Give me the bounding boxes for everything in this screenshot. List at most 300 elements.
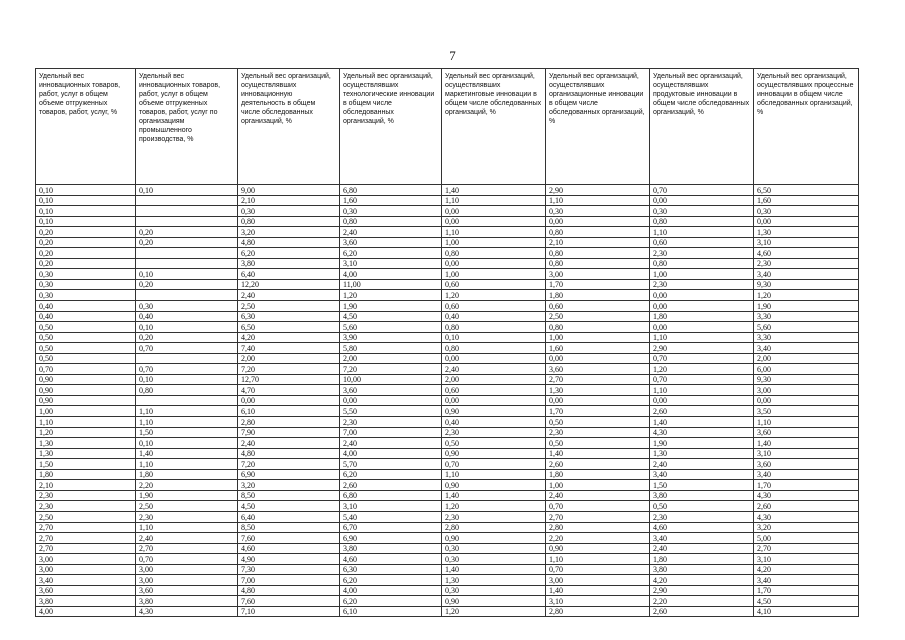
table-cell: 3,30: [754, 332, 859, 343]
table-cell: 4,60: [340, 554, 442, 565]
table-cell: [136, 290, 238, 301]
table-cell: 3,50: [754, 406, 859, 417]
table-cell: 3,80: [36, 596, 136, 607]
table-cell: 0,00: [650, 290, 754, 301]
header-marketing-innovations-share: Удельный вес организаций, осуществлявших маркетинговые инновации в общем числе обследованных организаций, %: [442, 69, 546, 185]
table-cell: 1,10: [650, 385, 754, 396]
table-cell: 1,90: [754, 301, 859, 312]
table-row: [36, 206, 859, 217]
table-cell: 1,80: [546, 469, 650, 480]
table-cell: 2,70: [546, 374, 650, 385]
table-cell: 9,00: [238, 185, 340, 196]
table-cell: 1,00: [546, 332, 650, 343]
table-cell: 1,20: [36, 427, 136, 438]
table-cell: 3,80: [136, 596, 238, 607]
table-row: [36, 427, 859, 438]
table-cell: 2,00: [442, 374, 546, 385]
table-cell: 0,90: [546, 543, 650, 554]
table-cell: 1,10: [36, 417, 136, 428]
table-cell: 0,70: [650, 374, 754, 385]
table-cell: 0,90: [442, 448, 546, 459]
table-cell: 2,90: [650, 585, 754, 596]
table-row: [36, 469, 859, 480]
table-cell: 0,00: [546, 353, 650, 364]
table-cell: 1,20: [340, 290, 442, 301]
table-cell: 0,80: [442, 248, 546, 259]
table-cell: 3,40: [650, 469, 754, 480]
table-cell: 2,60: [340, 480, 442, 491]
table-cell: 7,00: [238, 575, 340, 586]
table-cell: 3,40: [754, 343, 859, 354]
table-cell: 2,30: [650, 511, 754, 522]
table-cell: 6,20: [340, 248, 442, 259]
table-cell: 2,00: [754, 353, 859, 364]
table-cell: 2,70: [136, 543, 238, 554]
table-cell: 6,30: [340, 564, 442, 575]
table-cell: 0,60: [442, 385, 546, 396]
table-cell: 1,50: [136, 427, 238, 438]
table-row: [36, 195, 859, 206]
table-cell: 3,10: [340, 258, 442, 269]
table-row: [36, 406, 859, 417]
table-cell: 1,90: [136, 490, 238, 501]
table-row: [36, 248, 859, 259]
table-cell: 3,10: [754, 554, 859, 565]
table-cell: 0,30: [546, 206, 650, 217]
table-cell: 2,40: [442, 364, 546, 375]
table-cell: 0,90: [442, 406, 546, 417]
table-cell: [136, 195, 238, 206]
table-cell: 1,20: [442, 606, 546, 617]
table-cell: 1,10: [442, 195, 546, 206]
table-cell: 0,70: [546, 564, 650, 575]
table-cell: 0,70: [136, 554, 238, 565]
table-row: [36, 269, 859, 280]
table-cell: 1,80: [136, 469, 238, 480]
table-cell: 2,70: [546, 511, 650, 522]
header-innovative-goods-share: Удельный вес инновационных товаров, работ, услуг в общем объеме отгруженных товаров, работ, услуг, %: [36, 69, 136, 185]
table-cell: 2,80: [546, 522, 650, 533]
table-cell: 3,20: [754, 522, 859, 533]
table-row: [36, 438, 859, 449]
table-cell: 9,30: [754, 374, 859, 385]
table-cell: 6,70: [340, 522, 442, 533]
table-cell: 2,60: [754, 501, 859, 512]
table-row: [36, 374, 859, 385]
table-cell: 7,20: [238, 459, 340, 470]
table-cell: 8,50: [238, 490, 340, 501]
table-cell: 2,30: [650, 248, 754, 259]
table-cell: 0,70: [650, 353, 754, 364]
table-cell: 7,40: [238, 343, 340, 354]
table-row: [36, 322, 859, 333]
table-cell: 1,60: [546, 343, 650, 354]
table-cell: 1,00: [442, 269, 546, 280]
table-cell: 1,10: [546, 554, 650, 565]
table-cell: 5,00: [754, 533, 859, 544]
table-cell: 3,10: [340, 501, 442, 512]
table-cell: 3,20: [238, 227, 340, 238]
table-cell: 1,10: [136, 417, 238, 428]
table-cell: 1,60: [754, 195, 859, 206]
table-row: [36, 353, 859, 364]
table-cell: 1,20: [754, 290, 859, 301]
table-cell: 0,10: [36, 195, 136, 206]
table-cell: 1,10: [136, 459, 238, 470]
table-cell: 6,90: [238, 469, 340, 480]
table-cell: 1,40: [754, 438, 859, 449]
table-cell: 0,80: [650, 258, 754, 269]
table-cell: 2,40: [650, 543, 754, 554]
table-cell: 1,70: [546, 406, 650, 417]
table-cell: 0,30: [754, 206, 859, 217]
table-cell: 6,40: [238, 269, 340, 280]
table-cell: [136, 216, 238, 227]
table-cell: 0,80: [546, 258, 650, 269]
table-cell: 10,00: [340, 374, 442, 385]
table-cell: 2,80: [238, 417, 340, 428]
table-cell: 1,10: [442, 469, 546, 480]
table-cell: 0,60: [442, 301, 546, 312]
table-cell: 6,50: [238, 322, 340, 333]
table-cell: 2,90: [650, 343, 754, 354]
table-cell: 0,40: [36, 311, 136, 322]
table-cell: 1,20: [442, 290, 546, 301]
table-cell: 0,20: [136, 279, 238, 290]
table-cell: 0,90: [442, 596, 546, 607]
table-cell: 2,30: [36, 501, 136, 512]
table-cell: 3,80: [650, 564, 754, 575]
table-cell: 3,00: [36, 564, 136, 575]
table-cell: 0,00: [442, 206, 546, 217]
table-cell: 0,70: [442, 459, 546, 470]
table-row: [36, 343, 859, 354]
table-cell: 3,10: [754, 237, 859, 248]
table-row: [36, 258, 859, 269]
table-cell: 1,70: [754, 480, 859, 491]
table-cell: 6,10: [340, 606, 442, 617]
table-cell: 2,70: [36, 543, 136, 554]
table-row: [36, 533, 859, 544]
table-cell: 0,10: [136, 322, 238, 333]
table-cell: 1,80: [546, 290, 650, 301]
table-cell: 5,40: [340, 511, 442, 522]
table-cell: 0,10: [36, 185, 136, 196]
table-cell: 2,40: [238, 438, 340, 449]
table-cell: 0,90: [36, 395, 136, 406]
table-cell: 5,60: [754, 322, 859, 333]
table-cell: 0,00: [546, 216, 650, 227]
table-cell: 0,70: [36, 364, 136, 375]
table-cell: 1,90: [650, 438, 754, 449]
table-cell: 0,70: [650, 185, 754, 196]
table-cell: 3,20: [238, 480, 340, 491]
table-cell: 0,90: [36, 385, 136, 396]
table-row: [36, 585, 859, 596]
table-cell: 3,60: [754, 459, 859, 470]
table-cell: 1,20: [650, 364, 754, 375]
table-cell: 0,40: [36, 301, 136, 312]
table-cell: 3,60: [546, 364, 650, 375]
table-cell: 3,00: [546, 269, 650, 280]
table-cell: 0,90: [36, 374, 136, 385]
table-row: [36, 459, 859, 470]
table-cell: 2,80: [546, 606, 650, 617]
table-cell: 0,30: [340, 206, 442, 217]
table-cell: 3,60: [36, 585, 136, 596]
table-cell: 4,00: [36, 606, 136, 617]
table-cell: 0,30: [238, 206, 340, 217]
table-cell: 0,30: [650, 206, 754, 217]
table-cell: 4,60: [238, 543, 340, 554]
table-cell: 0,00: [238, 395, 340, 406]
table-cell: 6,50: [754, 185, 859, 196]
table-cell: 0,40: [136, 311, 238, 322]
table-cell: 3,60: [754, 427, 859, 438]
table-cell: 4,80: [238, 237, 340, 248]
table-cell: 6,10: [238, 406, 340, 417]
table-cell: 1,10: [650, 227, 754, 238]
table-cell: 0,80: [650, 216, 754, 227]
table-cell: 1,10: [546, 195, 650, 206]
table-cell: 4,70: [238, 385, 340, 396]
table-cell: 4,80: [238, 448, 340, 459]
table-cell: 0,00: [650, 395, 754, 406]
table-cell: 0,00: [442, 216, 546, 227]
table-cell: 0,30: [442, 554, 546, 565]
table-cell: 4,60: [650, 522, 754, 533]
table-cell: 0,50: [650, 501, 754, 512]
table-row: [36, 606, 859, 617]
table-cell: 4,90: [238, 554, 340, 565]
table-cell: 2,30: [546, 427, 650, 438]
table-cell: 0,80: [546, 227, 650, 238]
table-row: [36, 480, 859, 491]
table-row: [36, 575, 859, 586]
table-cell: 6,80: [340, 185, 442, 196]
table-cell: 0,70: [546, 501, 650, 512]
table-cell: 2,30: [442, 427, 546, 438]
table-row: [36, 554, 859, 565]
table-cell: 4,50: [754, 596, 859, 607]
table-cell: 0,50: [36, 353, 136, 364]
table-cell: 1,30: [754, 227, 859, 238]
table-cell: [136, 353, 238, 364]
table-row: [36, 543, 859, 554]
table-cell: 6,40: [238, 511, 340, 522]
table-cell: 2,50: [36, 511, 136, 522]
table-row: [36, 448, 859, 459]
indicators-table: [35, 68, 859, 617]
table-cell: 1,30: [650, 448, 754, 459]
table-row: [36, 490, 859, 501]
table-cell: 3,80: [238, 258, 340, 269]
table-row: [36, 216, 859, 227]
table-cell: 1,40: [442, 185, 546, 196]
table-cell: 6,20: [340, 469, 442, 480]
table-cell: 0,00: [754, 216, 859, 227]
table-cell: 7,10: [238, 606, 340, 617]
table-cell: 0,00: [442, 395, 546, 406]
table-row: [36, 385, 859, 396]
table-cell: 7,20: [238, 364, 340, 375]
header-organizational-innovations-share: Удельный вес организаций, осуществлявших организационные инновации в общем числе обследованных организаций, %: [546, 69, 650, 185]
table-cell: 0,10: [136, 185, 238, 196]
header-innovative-activity-share: Удельный вес организаций, осуществлявших инновационную деятельность в общем числе обследованных организаций, %: [238, 69, 340, 185]
table-cell: 2,60: [650, 606, 754, 617]
table-cell: 4,20: [238, 332, 340, 343]
table-cell: 5,50: [340, 406, 442, 417]
table-cell: 1,30: [36, 438, 136, 449]
table-cell: 1,10: [136, 406, 238, 417]
table-cell: 3,10: [754, 448, 859, 459]
table-row: [36, 279, 859, 290]
table-row: [36, 417, 859, 428]
table-cell: 0,40: [442, 417, 546, 428]
table-cell: 1,70: [546, 279, 650, 290]
table-cell: 0,80: [136, 385, 238, 396]
table-cell: 0,50: [36, 332, 136, 343]
table-row: [36, 364, 859, 375]
table-cell: 0,80: [546, 248, 650, 259]
table-row: [36, 332, 859, 343]
table-cell: [136, 258, 238, 269]
table-cell: 2,50: [546, 311, 650, 322]
table-cell: 4,50: [238, 501, 340, 512]
table-cell: 6,20: [340, 596, 442, 607]
table-cell: 4,30: [136, 606, 238, 617]
table-cell: 0,30: [442, 543, 546, 554]
table-cell: 0,90: [442, 533, 546, 544]
table-cell: 0,10: [36, 206, 136, 217]
table-cell: 2,30: [754, 258, 859, 269]
table-cell: 7,30: [238, 564, 340, 575]
table-cell: 1,60: [340, 195, 442, 206]
table-cell: 1,30: [442, 575, 546, 586]
table-cell: 6,20: [340, 575, 442, 586]
table-cell: 2,20: [650, 596, 754, 607]
table-cell: 0,20: [136, 332, 238, 343]
table-cell: 2,50: [136, 501, 238, 512]
table-cell: 0,00: [650, 322, 754, 333]
table-cell: 2,30: [136, 511, 238, 522]
table-cell: 0,50: [36, 343, 136, 354]
table-row: [36, 301, 859, 312]
table-cell: 5,80: [340, 343, 442, 354]
table-cell: 2,60: [546, 459, 650, 470]
table-cell: 9,30: [754, 279, 859, 290]
table-row: [36, 185, 859, 196]
table-cell: 2,30: [340, 417, 442, 428]
table-cell: 5,60: [340, 322, 442, 333]
table-cell: 4,30: [650, 427, 754, 438]
table-cell: 7,60: [238, 596, 340, 607]
table-cell: 2,40: [340, 438, 442, 449]
table-cell: 1,10: [754, 417, 859, 428]
table-cell: 3,60: [340, 385, 442, 396]
table-cell: 2,40: [238, 290, 340, 301]
table-cell: 6,30: [238, 311, 340, 322]
table-cell: 0,00: [340, 395, 442, 406]
table-cell: 3,40: [754, 269, 859, 280]
table-cell: 0,10: [442, 332, 546, 343]
table-cell: 2,80: [442, 522, 546, 533]
table-cell: 4,10: [754, 606, 859, 617]
table-cell: 0,00: [650, 195, 754, 206]
table-cell: 0,60: [546, 301, 650, 312]
table-cell: 6,00: [754, 364, 859, 375]
table-cell: 8,50: [238, 522, 340, 533]
table-cell: 2,40: [546, 490, 650, 501]
table-cell: 2,30: [36, 490, 136, 501]
header-technological-innovations-share: Удельный вес организаций, осуществлявших технологические инновации в общем числе обследованных организаций, %: [340, 69, 442, 185]
table-cell: 0,50: [442, 438, 546, 449]
table-cell: 4,80: [238, 585, 340, 596]
table-cell: 6,20: [238, 248, 340, 259]
table-cell: 3,00: [136, 575, 238, 586]
table-cell: 4,00: [340, 585, 442, 596]
table-cell: 1,80: [36, 469, 136, 480]
table-cell: 0,20: [36, 237, 136, 248]
table-cell: 1,30: [36, 448, 136, 459]
table-row: [36, 237, 859, 248]
table-cell: 0,00: [650, 301, 754, 312]
table-cell: 3,00: [754, 385, 859, 396]
table-cell: 6,90: [340, 533, 442, 544]
table-cell: 1,80: [650, 311, 754, 322]
page-number: 7: [449, 48, 456, 63]
table-cell: 1,40: [650, 417, 754, 428]
table-row: [36, 501, 859, 512]
table-cell: 0,20: [36, 258, 136, 269]
table-cell: 7,90: [238, 427, 340, 438]
table-cell: 0,60: [650, 237, 754, 248]
table-row: [36, 395, 859, 406]
table-cell: 0,10: [136, 438, 238, 449]
table-cell: 1,90: [340, 301, 442, 312]
table-cell: 2,20: [546, 533, 650, 544]
table-cell: 2,00: [238, 353, 340, 364]
table-cell: 1,00: [442, 237, 546, 248]
table-cell: 1,00: [546, 480, 650, 491]
table-cell: 1,00: [650, 269, 754, 280]
table-cell: 2,10: [546, 237, 650, 248]
table-row: [36, 227, 859, 238]
table-cell: 0,80: [442, 343, 546, 354]
table-cell: 4,30: [754, 511, 859, 522]
table-row: [36, 522, 859, 533]
table-cell: 2,10: [238, 195, 340, 206]
table-cell: 12,20: [238, 279, 340, 290]
table-cell: 4,20: [754, 564, 859, 575]
table-cell: 0,30: [36, 290, 136, 301]
table-cell: 0,90: [442, 480, 546, 491]
table-cell: 3,40: [36, 575, 136, 586]
table-cell: 0,10: [136, 374, 238, 385]
table-cell: 0,80: [546, 322, 650, 333]
table-row: [36, 311, 859, 322]
table-cell: 4,00: [340, 448, 442, 459]
table-cell: 5,70: [340, 459, 442, 470]
table-cell: 2,40: [136, 533, 238, 544]
table-cell: 0,80: [442, 322, 546, 333]
table-cell: 3,40: [650, 533, 754, 544]
table-cell: 3,80: [340, 543, 442, 554]
table-cell: 1,10: [136, 522, 238, 533]
table-cell: 4,50: [340, 311, 442, 322]
table-header-row: [36, 69, 859, 185]
table-cell: 0,50: [36, 322, 136, 333]
